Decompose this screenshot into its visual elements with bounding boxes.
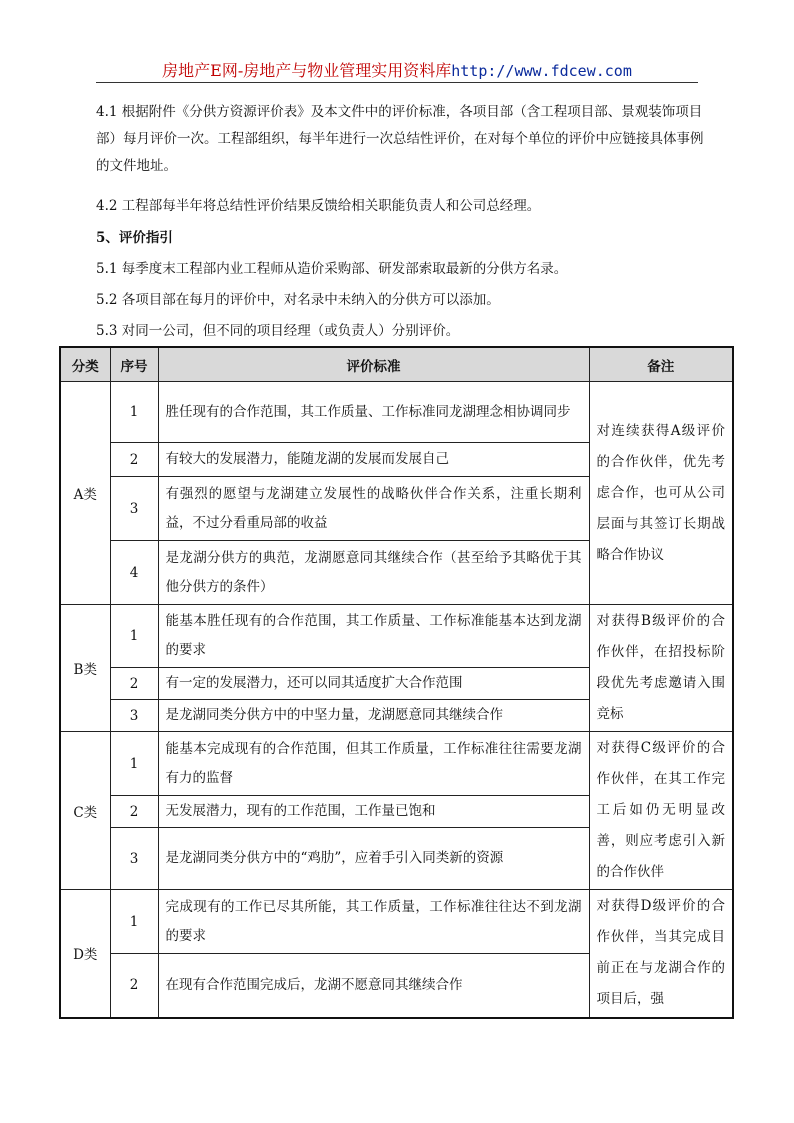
paragraph-4-2: 4.2 工程部每半年将总结性评价结果反馈给相关职能负责人和公司总经理。 — [96, 198, 541, 214]
category-b: B类 — [60, 605, 110, 732]
note-a: 对连续获得A级评价的合作伙伴，优先考虑合作，也可从公司层面与其签订长期战略合作协议 — [589, 382, 733, 605]
table-row — [60, 890, 733, 954]
paragraph-5-1: 5.1 每季度末工程部内业工程师从造价采购部、研发部索取最新的分供方名录。 — [96, 261, 568, 277]
criteria-text: 无发展潜力，现有的工作范围，工作量已饱和 — [158, 796, 589, 828]
category-d: D类 — [60, 890, 110, 1018]
row-number: 2 — [110, 668, 158, 700]
row-number: 3 — [110, 700, 158, 732]
criteria-text: 是龙湖分供方的典范，龙湖愿意同其继续合作（甚至给予其略优于其他分供方的条件） — [158, 541, 589, 605]
page-header — [96, 58, 698, 82]
row-number: 3 — [110, 477, 158, 541]
category-c: C类 — [60, 732, 110, 890]
row-number: 1 — [110, 890, 158, 954]
category-a: A类 — [60, 382, 110, 605]
criteria-text: 有较大的发展潜力，能随龙湖的发展而发展自己 — [158, 443, 589, 477]
row-number: 4 — [110, 541, 158, 605]
paragraph-5-3: 5.3 对同一公司，但不同的项目经理（或负责人）分别评价。 — [96, 323, 460, 339]
row-number: 1 — [110, 732, 158, 796]
criteria-text: 胜任现有的合作范围，其工作质量、工作标准同龙湖理念相协调同步 — [158, 382, 589, 443]
criteria-text: 是龙湖同类分供方中的中坚力量，龙湖愿意同其继续合作 — [158, 700, 589, 732]
criteria-text: 能基本完成现有的合作范围，但其工作质量，工作标准往往需要龙湖有力的监督 — [158, 732, 589, 796]
header-category: 分类 — [60, 347, 110, 382]
site-url[interactable]: http://www.fdcew.com — [451, 62, 632, 80]
criteria-text: 有一定的发展潜力，还可以同其适度扩大合作范围 — [158, 668, 589, 700]
paragraph-5-2: 5.2 各项目部在每月的评价中，对名录中未纳入的分供方可以添加。 — [96, 292, 500, 308]
table-row — [60, 732, 733, 796]
paragraph-4-1: 4.1 根据附件《分供方资源评价表》及本文件中的评价标准，各项目部（含工程项目部、景观装饰项目部）每月评价一次。工程部组织，每半年进行一次总结性评价，在对每个单位的评价中应链接具体事例的文件地址。 — [96, 104, 704, 174]
criteria-text: 能基本胜任现有的合作范围，其工作质量、工作标准能基本达到龙湖的要求 — [158, 605, 589, 668]
header-criteria: 评价标准 — [158, 347, 589, 382]
section-heading-5: 5、评价指引 — [96, 230, 173, 246]
site-label: 房地产E网-房地产与物业管理实用资料库 — [162, 61, 452, 80]
header-divider — [96, 82, 698, 83]
table-row — [60, 382, 733, 443]
row-number: 2 — [110, 443, 158, 477]
criteria-text: 完成现有的工作已尽其所能，其工作质量，工作标准往往达不到龙湖的要求 — [158, 890, 589, 954]
note-b: 对获得B级评价的合作伙伴，在招投标阶段优先考虑邀请入围竞标 — [589, 605, 733, 732]
note-c: 对获得C级评价的合作伙伴，在其工作完工后如仍无明显改善，则应考虑引入新的合作伙伴 — [589, 732, 733, 890]
table-row — [60, 605, 733, 668]
evaluation-table — [59, 346, 734, 1019]
criteria-text: 在现有合作范围完成后，龙湖不愿意同其继续合作 — [158, 954, 589, 1018]
row-number: 2 — [110, 954, 158, 1018]
row-number: 1 — [110, 382, 158, 443]
table-header-row — [60, 347, 733, 382]
header-note: 备注 — [589, 347, 733, 382]
header-number: 序号 — [110, 347, 158, 382]
row-number: 1 — [110, 605, 158, 668]
criteria-text: 是龙湖同类分供方中的“鸡肋”，应着手引入同类新的资源 — [158, 828, 589, 890]
note-d: 对获得D级评价的合作伙伴，当其完成目前正在与龙湖合作的项目后，强 — [589, 890, 733, 1018]
row-number: 2 — [110, 796, 158, 828]
criteria-text: 有强烈的愿望与龙湖建立发展性的战略伙伴合作关系，注重长期利益，不过分看重局部的收益 — [158, 477, 589, 541]
row-number: 3 — [110, 828, 158, 890]
